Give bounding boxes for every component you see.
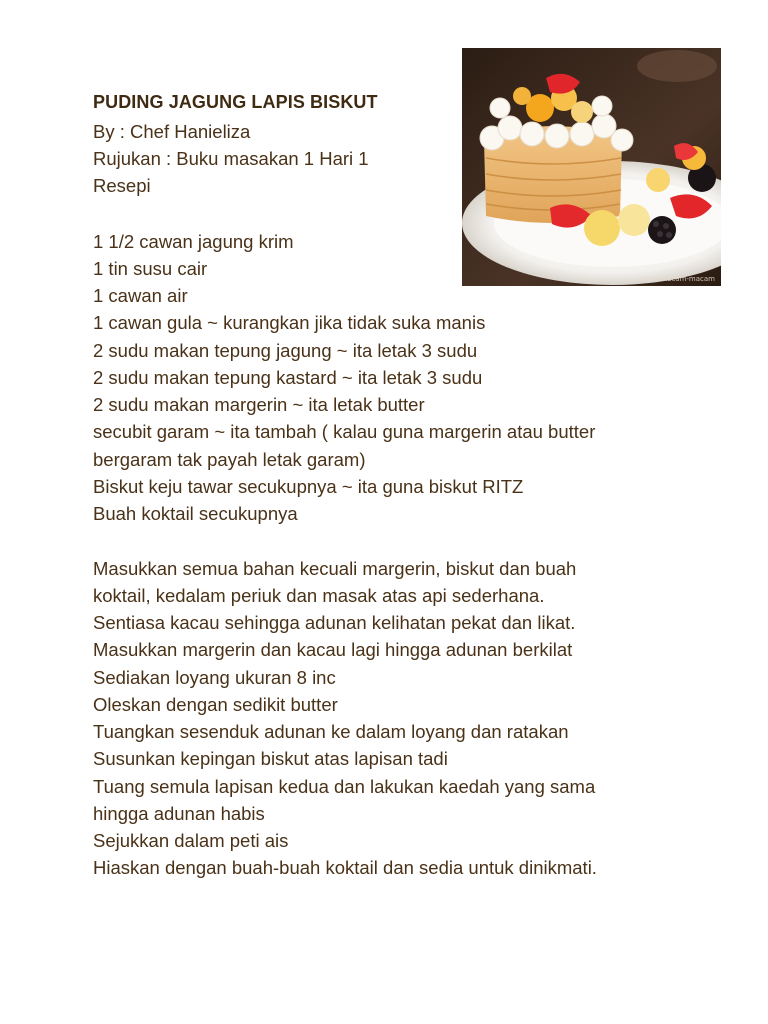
ingredient-line: 1 1/2 cawan jagung krim [93, 231, 294, 252]
step-line: Sentiasa kacau sehingga adunan kelihatan pekat dan likat. [93, 612, 576, 633]
ingredient-line: 2 sudu makan tepung jagung ~ ita letak 3 sudu [93, 340, 478, 361]
step-line: Tuang semula lapisan kedua dan lakukan kaedah yang sama [93, 776, 596, 797]
recipe-title: PUDING JAGUNG LAPIS BISKUT [93, 92, 378, 112]
photo-watermark: ita's macam-macam [643, 275, 715, 283]
ingredient-line: 1 tin susu cair [93, 258, 208, 279]
step-line: Masukkan semua bahan kecuali margerin, biskut dan buah [93, 558, 577, 579]
step-line: koktail, kedalam periuk dan masak atas api sederhana. [93, 585, 545, 606]
ingredient-line: 1 cawan gula ~ kurangkan jika tidak suka manis [93, 312, 486, 333]
dessert-photo [462, 48, 721, 286]
step-line: Hiaskan dengan buah-buah koktail dan sedia untuk dinikmati. [93, 857, 597, 878]
recipe-source: Rujukan : Buku masakan 1 Hari 1 [93, 148, 369, 169]
step-line: hingga adunan habis [93, 803, 265, 824]
recipe-author: By : Chef Hanieliza [93, 121, 251, 142]
step-line: Susunkan kepingan biskut atas lapisan tadi [93, 748, 448, 769]
ingredient-line: 1 cawan air [93, 285, 188, 306]
dessert-illustration [462, 48, 721, 286]
ingredient-line: bergaram tak payah letak garam) [93, 449, 366, 470]
step-line: Oleskan dengan sedikit butter [93, 694, 338, 715]
step-line: Masukkan margerin dan kacau lagi hingga adunan berkilat [93, 639, 573, 660]
ingredient-line: 2 sudu makan margerin ~ ita letak butter [93, 394, 425, 415]
ingredient-line: secubit garam ~ ita tambah ( kalau guna margerin atau butter [93, 421, 596, 442]
step-line: Sediakan loyang ukuran 8 inc [93, 667, 336, 688]
ingredient-line: Biskut keju tawar secukupnya ~ ita guna biskut RITZ [93, 476, 524, 497]
step-line: Sejukkan dalam peti ais [93, 830, 289, 851]
step-line: Tuangkan sesenduk adunan ke dalam loyang dan ratakan [93, 721, 569, 742]
ingredient-line: Buah koktail secukupnya [93, 503, 298, 524]
recipe-source-continued: Resepi [93, 175, 151, 196]
ingredient-line: 2 sudu makan tepung kastard ~ ita letak 3 sudu [93, 367, 483, 388]
